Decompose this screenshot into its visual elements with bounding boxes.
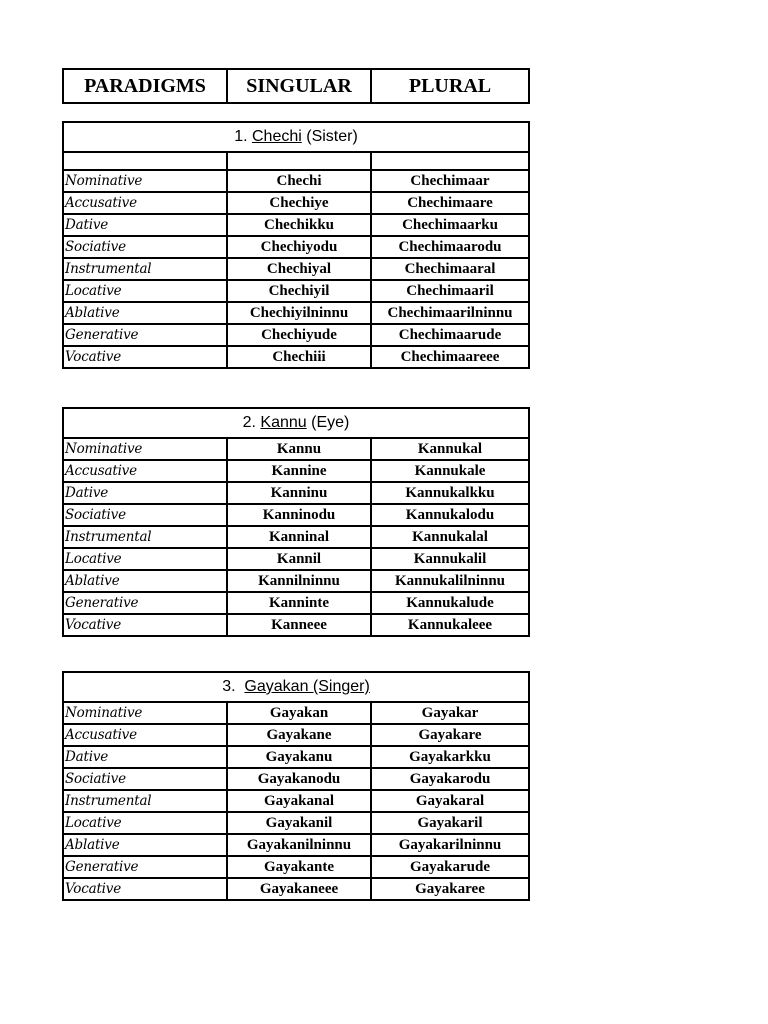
plural-form: Gayakarodu	[371, 768, 529, 790]
case-label: Nominative	[63, 702, 227, 724]
singular-form: Gayakanu	[227, 746, 371, 768]
case-label: Sociative	[63, 768, 227, 790]
table-row	[63, 724, 529, 746]
singular-form: Chechiyodu	[227, 236, 371, 258]
singular-form: Kanninal	[227, 526, 371, 548]
case-label: Vocative	[63, 878, 227, 900]
plural-form: Gayakar	[371, 702, 529, 724]
plural-form: Kannukalilninnu	[371, 570, 529, 592]
table-row	[63, 346, 529, 368]
plural-form: Gayakarilninnu	[371, 834, 529, 856]
plural-form: Chechimaarilninnu	[371, 302, 529, 324]
singular-form: Gayakanilninnu	[227, 834, 371, 856]
case-label: Ablative	[63, 302, 227, 324]
table-row	[63, 324, 529, 346]
plural-form: Chechimaarude	[371, 324, 529, 346]
table-row	[63, 614, 529, 636]
table-row	[63, 236, 529, 258]
table-row	[63, 504, 529, 526]
table-row	[63, 526, 529, 548]
table-row	[63, 170, 529, 192]
paradigm-word: Gayakan (Singer)	[244, 678, 370, 695]
header-singular: SINGULAR	[227, 69, 371, 103]
case-label: Vocative	[63, 346, 227, 368]
table-row	[63, 258, 529, 280]
singular-form: Chechikku	[227, 214, 371, 236]
singular-form: Kannilninnu	[227, 570, 371, 592]
case-label: Instrumental	[63, 790, 227, 812]
case-label: Accusative	[63, 460, 227, 482]
case-label: Dative	[63, 214, 227, 236]
plural-form: Gayakaree	[371, 878, 529, 900]
plural-form: Chechimaarodu	[371, 236, 529, 258]
table-row	[63, 834, 529, 856]
singular-form: Chechiii	[227, 346, 371, 368]
table-row	[63, 746, 529, 768]
singular-form: Chechiyil	[227, 280, 371, 302]
plural-form: Gayakarkku	[371, 746, 529, 768]
singular-form: Chechiye	[227, 192, 371, 214]
table-row	[63, 302, 529, 324]
singular-form: Gayakaneee	[227, 878, 371, 900]
blank-row	[63, 152, 529, 170]
table-row	[63, 856, 529, 878]
plural-form: Chechimaaril	[371, 280, 529, 302]
paradigm-title	[63, 672, 529, 702]
plural-form: Gayakaral	[371, 790, 529, 812]
case-label: Generative	[63, 856, 227, 878]
case-label: Ablative	[63, 570, 227, 592]
table-row	[63, 702, 529, 724]
case-label: Dative	[63, 482, 227, 504]
case-label: Generative	[63, 592, 227, 614]
table-row	[63, 570, 529, 592]
paradigm-table-gayakan	[62, 671, 530, 901]
plural-form: Gayakare	[371, 724, 529, 746]
singular-form: Gayakanil	[227, 812, 371, 834]
case-label: Accusative	[63, 724, 227, 746]
plural-form: Gayakarude	[371, 856, 529, 878]
plural-form: Gayakaril	[371, 812, 529, 834]
header-plural: PLURAL	[371, 69, 529, 103]
plural-form: Kannukaleee	[371, 614, 529, 636]
case-label: Accusative	[63, 192, 227, 214]
case-label: Nominative	[63, 170, 227, 192]
table-row	[63, 482, 529, 504]
table-row	[63, 768, 529, 790]
plural-form: Kannukalodu	[371, 504, 529, 526]
plural-form: Kannukalil	[371, 548, 529, 570]
plural-form: Chechimaaral	[371, 258, 529, 280]
case-label: Locative	[63, 812, 227, 834]
singular-form: Gayakan	[227, 702, 371, 724]
case-label: Locative	[63, 280, 227, 302]
table-row	[63, 790, 529, 812]
table-row	[63, 812, 529, 834]
singular-form: Kannine	[227, 460, 371, 482]
case-label: Sociative	[63, 504, 227, 526]
plural-form: Kannukalkku	[371, 482, 529, 504]
plural-form: Chechimaare	[371, 192, 529, 214]
plural-form: Chechimaar	[371, 170, 529, 192]
paradigm-number: 2.	[242, 414, 256, 431]
singular-form: Gayakanal	[227, 790, 371, 812]
paradigm-title	[63, 408, 529, 438]
table-row	[63, 192, 529, 214]
singular-form: Kanninte	[227, 592, 371, 614]
plural-form: Chechimaarku	[371, 214, 529, 236]
case-label: Sociative	[63, 236, 227, 258]
case-label: Nominative	[63, 438, 227, 460]
paradigm-number: 3.	[222, 678, 236, 695]
case-label: Generative	[63, 324, 227, 346]
case-label: Vocative	[63, 614, 227, 636]
paradigm-title-row	[63, 408, 529, 438]
plural-form: Chechimaareee	[371, 346, 529, 368]
blank-cell	[371, 152, 529, 170]
paradigm-gloss: (Sister)	[306, 128, 358, 145]
blank-cell	[227, 152, 371, 170]
singular-form: Kanninu	[227, 482, 371, 504]
plural-form: Kannukalude	[371, 592, 529, 614]
singular-form: Kanninodu	[227, 504, 371, 526]
table-row	[63, 592, 529, 614]
table-row	[63, 548, 529, 570]
singular-form: Kanneee	[227, 614, 371, 636]
case-label: Instrumental	[63, 526, 227, 548]
singular-form: Kannil	[227, 548, 371, 570]
table-row	[63, 878, 529, 900]
header-row	[63, 69, 529, 103]
table-row	[63, 280, 529, 302]
paradigm-word: Kannu	[260, 414, 307, 431]
table-row	[63, 460, 529, 482]
case-label: Locative	[63, 548, 227, 570]
singular-form: Chechiyilninnu	[227, 302, 371, 324]
singular-form: Chechi	[227, 170, 371, 192]
singular-form: Chechiyude	[227, 324, 371, 346]
singular-form: Kannu	[227, 438, 371, 460]
paradigm-title	[63, 122, 529, 152]
paradigm-title-row	[63, 122, 529, 152]
paradigm-word: Chechi	[251, 128, 302, 145]
singular-form: Gayakante	[227, 856, 371, 878]
table-row	[63, 214, 529, 236]
blank-cell	[63, 152, 227, 170]
paradigm-table-chechi	[62, 121, 530, 369]
paradigm-table-kannu	[62, 407, 530, 637]
singular-form: Gayakanodu	[227, 768, 371, 790]
header-table	[62, 68, 530, 104]
paradigm-title-row	[63, 672, 529, 702]
plural-form: Kannukal	[371, 438, 529, 460]
plural-form: Kannukale	[371, 460, 529, 482]
case-label: Ablative	[63, 834, 227, 856]
paradigm-gloss: (Eye)	[311, 414, 350, 431]
case-label: Instrumental	[63, 258, 227, 280]
table-row	[63, 438, 529, 460]
case-label: Dative	[63, 746, 227, 768]
plural-form: Kannukalal	[371, 526, 529, 548]
singular-form: Chechiyal	[227, 258, 371, 280]
paradigm-number: 1.	[234, 128, 248, 145]
singular-form: Gayakane	[227, 724, 371, 746]
header-paradigms: PARADIGMS	[63, 69, 227, 103]
